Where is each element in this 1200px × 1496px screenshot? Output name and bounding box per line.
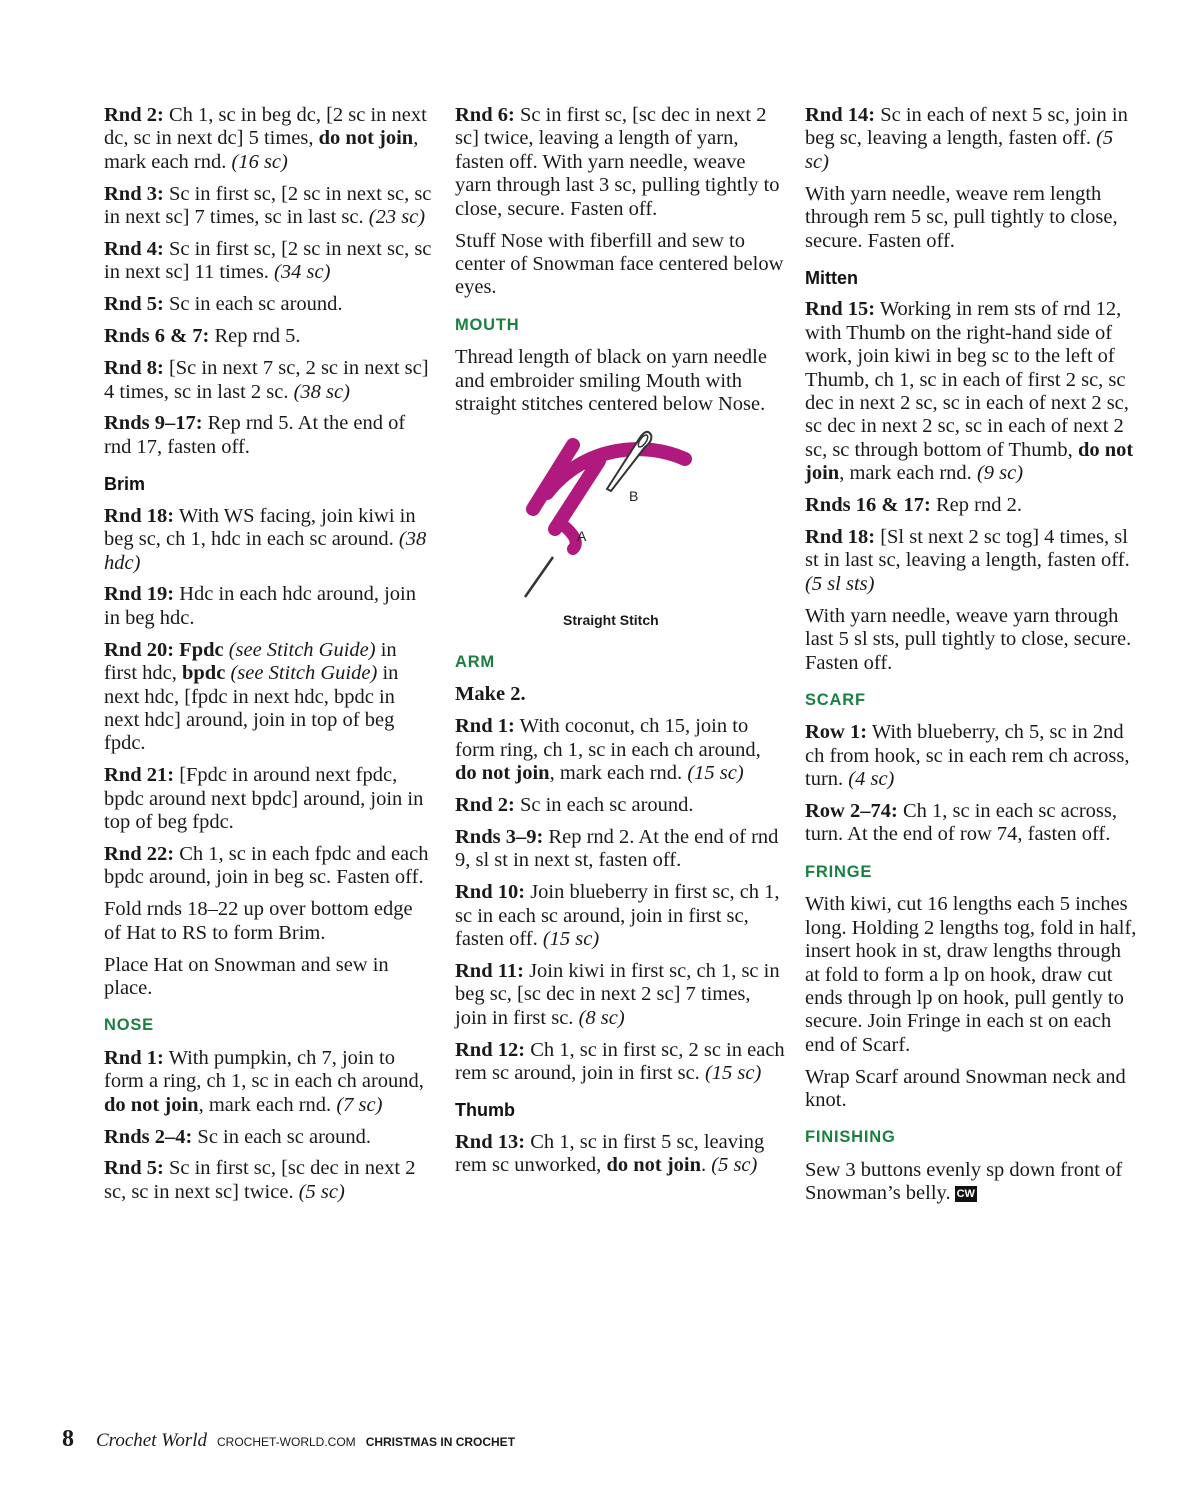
scarf-rows-2-74 xyxy=(805,800,1140,847)
stitch-count: (7 sc) xyxy=(336,1093,383,1116)
hat-rnd-3 xyxy=(104,183,434,230)
column-3 xyxy=(805,104,1140,1214)
arm-rnd-1 xyxy=(455,715,785,785)
rnd-text: Sc in each sc around. xyxy=(514,793,694,816)
finishing-text: Sew 3 buttons evenly sp down front of Snowman’s belly. xyxy=(805,1158,1123,1205)
rnd-label: Rnd 15: xyxy=(805,298,876,321)
mouth-heading: MOUTH xyxy=(455,315,520,334)
rnd-label: Rnds 2–4: xyxy=(104,1125,193,1148)
rnd-text: Sc in first sc, [sc dec in next 2 sc] twice, leaving a length of yarn, fasten off. With yarn needle, weave yarn through last 3 sc, pulling tightly to close, secure. Fasten off. xyxy=(455,104,780,220)
rnd-text: , mark each rnd. xyxy=(549,762,688,784)
rnd-label: Rnds 6 & 7: xyxy=(104,325,210,348)
make-count: Make 2. xyxy=(455,683,526,706)
rnd-label: Rnd 22: xyxy=(104,842,175,865)
rnd-label: Rnd 19: xyxy=(104,583,175,606)
stitch-count: (5 sc) xyxy=(711,1154,758,1177)
thumb-rnd-13 xyxy=(455,1131,785,1178)
rnd-label: Rnd 18: xyxy=(805,526,876,548)
rnd-label: Rnd 4: xyxy=(104,238,164,261)
rnd-label: Rnd 2: xyxy=(104,104,164,126)
stitch-count: (9 sc) xyxy=(976,462,1024,485)
wrap-instruction: Wrap Scarf around Snowman neck and knot. xyxy=(805,1065,1126,1112)
mouth-instruction: Thread length of black on yarn needle and embroider smiling Mouth with straight stitches centered below Nose. xyxy=(455,346,767,415)
nose-rnd-5 xyxy=(104,1157,434,1204)
rnd-text: Hdc in each hdc around, join in beg hdc. xyxy=(104,583,416,629)
stitch-count: (34 sc) xyxy=(274,261,331,284)
stitch-count: (38 sc) xyxy=(293,380,350,403)
rnd-label: Rnd 13: xyxy=(455,1130,526,1153)
website-link[interactable]: CROCHET-WORLD.COM xyxy=(217,1435,356,1449)
brim-rnd-18 xyxy=(104,505,434,575)
point-b-label: B xyxy=(629,487,639,504)
fold-instruction: Fold rnds 18–22 up over bottom edge of Hat to RS to form Brim. xyxy=(104,898,413,944)
stitch-count: (8 sc) xyxy=(578,1006,625,1029)
rnd-text: Working in rem sts of rnd 12, with Thumb on the right-hand side of work, join kiwi in beg sc to the left of Thumb, ch 1, sc in each of first 2 sc, sc dec in next 2 sc, sc in each of next 2 sc, sc dec in next 2 sc, sc in each of next 2 sc, sc through bottom of Thumb, xyxy=(805,298,1129,461)
rnd-text: in first hdc, xyxy=(104,638,397,685)
stitch-count: (15 sc) xyxy=(687,762,744,784)
nose-heading: NOSE xyxy=(104,1016,154,1035)
mitten-heading: Mitten xyxy=(805,267,858,288)
column-2 xyxy=(455,104,785,1186)
rnd-text: Sc in each of next 5 sc, join in beg sc, leaving a length, fasten off. xyxy=(805,104,1128,150)
rnd-text: Sc in first sc, [sc dec in next 2 sc, sc in next sc] twice. xyxy=(104,1157,416,1203)
rnd-emphasis: do not join xyxy=(606,1154,701,1177)
stitch-count: (16 sc) xyxy=(231,150,288,173)
hat-rnd-4 xyxy=(104,238,434,285)
rnd-text: With pumpkin, ch 7, join to form a ring, ch 1, sc in each ch around, xyxy=(104,1046,424,1093)
arm-rnd-11 xyxy=(455,960,785,1030)
rnd-text: in next hdc, [fpdc in next hdc, bpdc in next hdc] around, join in top of beg fpdc. xyxy=(104,662,399,755)
rnd-text: , mark each rnd. xyxy=(104,127,419,173)
rnd-label: Rnd 8: xyxy=(104,357,164,380)
thumb-heading: Thumb xyxy=(455,1100,515,1121)
rnd-emphasis: do not join xyxy=(455,762,550,784)
stitch-count: (15 sc) xyxy=(542,927,600,950)
rnd-label: Rnds 3–9: xyxy=(455,825,544,848)
rnd-label: Rnds 9–17: xyxy=(104,412,203,435)
weave-instruction: With yarn needle, weave rem length through rem 5 sc, pull tightly to close, secure. Fasten off. xyxy=(805,182,1118,252)
rnd-label: Rnd 14: xyxy=(805,104,876,126)
rnd-label: Rnd 20: Fpdc xyxy=(104,638,224,661)
nose-rnd-6 xyxy=(455,104,785,221)
stitch-count: (15 sc) xyxy=(704,1061,762,1084)
straight-stitch-diagram xyxy=(455,425,785,637)
rnd-emphasis: do not join xyxy=(805,438,1134,485)
magazine-title: Crochet World xyxy=(96,1430,208,1451)
rnd-text: . xyxy=(701,1154,712,1177)
rnd-label: Rnds 16 & 17: xyxy=(805,494,931,517)
finishing-instruction xyxy=(805,1159,1140,1206)
row-label: Row 2–74: xyxy=(805,800,898,823)
row-text: With blueberry, ch 5, sc in 2nd ch from hook, sc in each rem ch across, turn. xyxy=(805,721,1130,791)
hat-rnds-9-17 xyxy=(104,412,434,459)
row-label: Row 1: xyxy=(805,721,868,744)
rnd-label: Rnd 5: xyxy=(104,293,164,316)
rnd-text: Ch 1, sc in first 5 sc, leaving rem sc unworked, xyxy=(455,1130,765,1177)
rnd-label: Rnd 21: xyxy=(104,764,175,787)
stitch-count: (23 sc) xyxy=(368,206,426,229)
yarn-strand-bottom xyxy=(563,525,576,549)
arm-rnd-2 xyxy=(455,794,785,817)
arm-heading: ARM xyxy=(455,652,495,671)
stitch-count: (5 sc) xyxy=(805,127,1114,173)
rnd-label: Rnd 2: xyxy=(455,793,515,816)
arm-rnds-3-9 xyxy=(455,826,785,873)
scarf-row-1 xyxy=(805,721,1140,791)
rnd-text: Join kiwi in first sc, ch 1, sc in beg sc, [sc dec in next 2 sc] 7 times, join in first sc. xyxy=(455,959,780,1029)
rnd-label: Rnd 1: xyxy=(455,715,515,738)
rnd-label: Rnd 18: xyxy=(104,504,175,527)
rnd-label: Rnd 11: xyxy=(455,959,524,982)
rnd-label: Rnd 3: xyxy=(104,182,164,205)
rnd-emphasis: do not join xyxy=(104,1093,199,1116)
nose-rnds-2-4 xyxy=(104,1126,434,1149)
page-footer xyxy=(62,1426,515,1453)
place-hat-instruction: Place Hat on Snowman and sew in place. xyxy=(104,953,389,999)
hat-rnd-5 xyxy=(104,293,434,316)
rnd-label: Rnd 1: xyxy=(104,1046,164,1069)
rnd-label: Rnd 6: xyxy=(455,104,515,126)
needle-icon xyxy=(607,432,651,491)
scarf-heading: SCARF xyxy=(805,690,866,709)
page-number: 8 xyxy=(62,1426,74,1452)
stitch-count: (38 hdc) xyxy=(104,528,427,574)
stitch-count: (5 sc) xyxy=(298,1180,345,1203)
rnd-label: Rnd 10: xyxy=(455,881,526,904)
rnd-text: Rep rnd 5. xyxy=(209,325,301,348)
rnd-text: Ch 1, sc in first sc, 2 sc in each rem sc around, join in first sc. xyxy=(455,1038,785,1084)
rnd-text: [Sc in next 7 sc, 2 sc in next sc] 4 times, sc in last 2 sc. xyxy=(104,357,429,403)
nose-rnd-1 xyxy=(104,1047,434,1117)
row-text: Ch 1, sc in each sc across, turn. At the end of row 74, fasten off. xyxy=(805,800,1117,846)
rnd-text: , mark each rnd. xyxy=(839,462,977,485)
rnd-text: Sc in first sc, [2 sc in next sc, sc in next sc] 11 times. xyxy=(104,238,432,284)
point-a-label: A xyxy=(577,527,587,544)
rnd-text: Join blueberry in first sc, ch 1, sc in each sc around, join in first sc, fasten off. xyxy=(455,881,780,950)
mitten-rnd-18 xyxy=(805,526,1140,596)
brim-heading: Brim xyxy=(104,474,146,495)
rnd-text: [Fpdc in around next fpdc, bpdc around next bpdc] around, join in top of beg fpdc. xyxy=(104,764,424,834)
stitch-guide-ref: (see Stitch Guide) xyxy=(225,662,378,685)
rnd-text: Rep rnd 5. At the end of rnd 17, fasten off. xyxy=(104,412,406,458)
finishing-heading: FINISHING xyxy=(805,1128,896,1147)
mitten-rnds-16-17 xyxy=(805,494,1140,517)
rnd-text: Ch 1, sc in each fpdc and each bpdc around, join in beg sc. Fasten off. xyxy=(104,842,429,889)
rnd-text: Rep rnd 2. At the end of rnd 9, sl st in next st, fasten off. xyxy=(455,825,779,872)
stitch-count: (4 sc) xyxy=(848,768,895,791)
thumb-rnd-14 xyxy=(805,104,1140,174)
rnd-label: Rnd 12: xyxy=(455,1038,526,1061)
fringe-heading: FRINGE xyxy=(805,862,873,881)
rnd-text: [Sl st next 2 sc tog] 4 times, sl st in last sc, leaving a length, fasten off. xyxy=(805,526,1130,572)
needle-point-line xyxy=(525,557,553,597)
rnd-emphasis: do not join xyxy=(318,127,414,150)
column-1 xyxy=(104,104,434,1213)
rnd-emphasis: bpdc xyxy=(182,662,226,685)
brim-rnd-20 xyxy=(104,639,434,756)
rnd-text: , mark each rnd. xyxy=(198,1093,337,1116)
arm-rnd-12 xyxy=(455,1039,785,1086)
rnd-label: Rnd 5: xyxy=(104,1157,164,1180)
stuff-nose-instruction: Stuff Nose with fiberfill and sew to center of Snowman face centered below eyes. xyxy=(455,229,784,299)
rnd-text: With coconut, ch 15, join to form ring, ch 1, sc in each ch around, xyxy=(455,715,761,761)
yarn-strands xyxy=(533,445,685,549)
straight-stitch-illustration xyxy=(515,425,715,605)
rnd-text: With WS facing, join kiwi in beg sc, ch 1, hdc in each sc around. xyxy=(104,504,416,551)
brim-rnd-19 xyxy=(104,583,434,630)
fringe-instruction: With kiwi, cut 16 lengths each 5 inches long. Holding 2 lengths tog, fold in half, insert hook in st, draw lengths through at fold to form a lp on hook, draw cut ends through lp on hook, pull gently to secure. Join Fringe in each st on each end of Scarf. xyxy=(805,893,1137,1056)
weave-instruction-2: With yarn needle, weave yarn through last 5 sl sts, pull tightly to close, secure. Fasten off. xyxy=(805,604,1132,674)
hat-rnd-8 xyxy=(104,357,434,404)
mitten-rnd-15 xyxy=(805,298,1140,485)
issue-title: CHRISTMAS IN CROCHET xyxy=(365,1435,516,1449)
hat-rnds-6-7 xyxy=(104,325,434,348)
end-mark-icon: CW xyxy=(956,1188,975,1201)
brim-rnd-22 xyxy=(104,843,434,890)
arm-rnd-10 xyxy=(455,881,785,951)
hat-rnd-2 xyxy=(104,104,434,174)
brim-rnd-21 xyxy=(104,764,434,834)
stitch-guide-ref: (see Stitch Guide) xyxy=(223,638,376,661)
rnd-text: Rep rnd 2. xyxy=(930,494,1022,517)
stitch-count: (5 sl sts) xyxy=(805,572,875,595)
diagram-caption: Straight Stitch xyxy=(563,611,659,628)
rnd-text: Sc in each sc around. xyxy=(192,1125,372,1148)
make-two xyxy=(455,683,785,706)
rnd-text: Sc in each sc around. xyxy=(163,293,343,316)
rnd-text: Ch 1, sc in beg dc, [2 sc in next dc, sc in next dc] 5 times, xyxy=(104,104,427,150)
rnd-text: Sc in first sc, [2 sc in next sc, sc in next sc] 7 times, sc in last sc. xyxy=(104,182,432,229)
